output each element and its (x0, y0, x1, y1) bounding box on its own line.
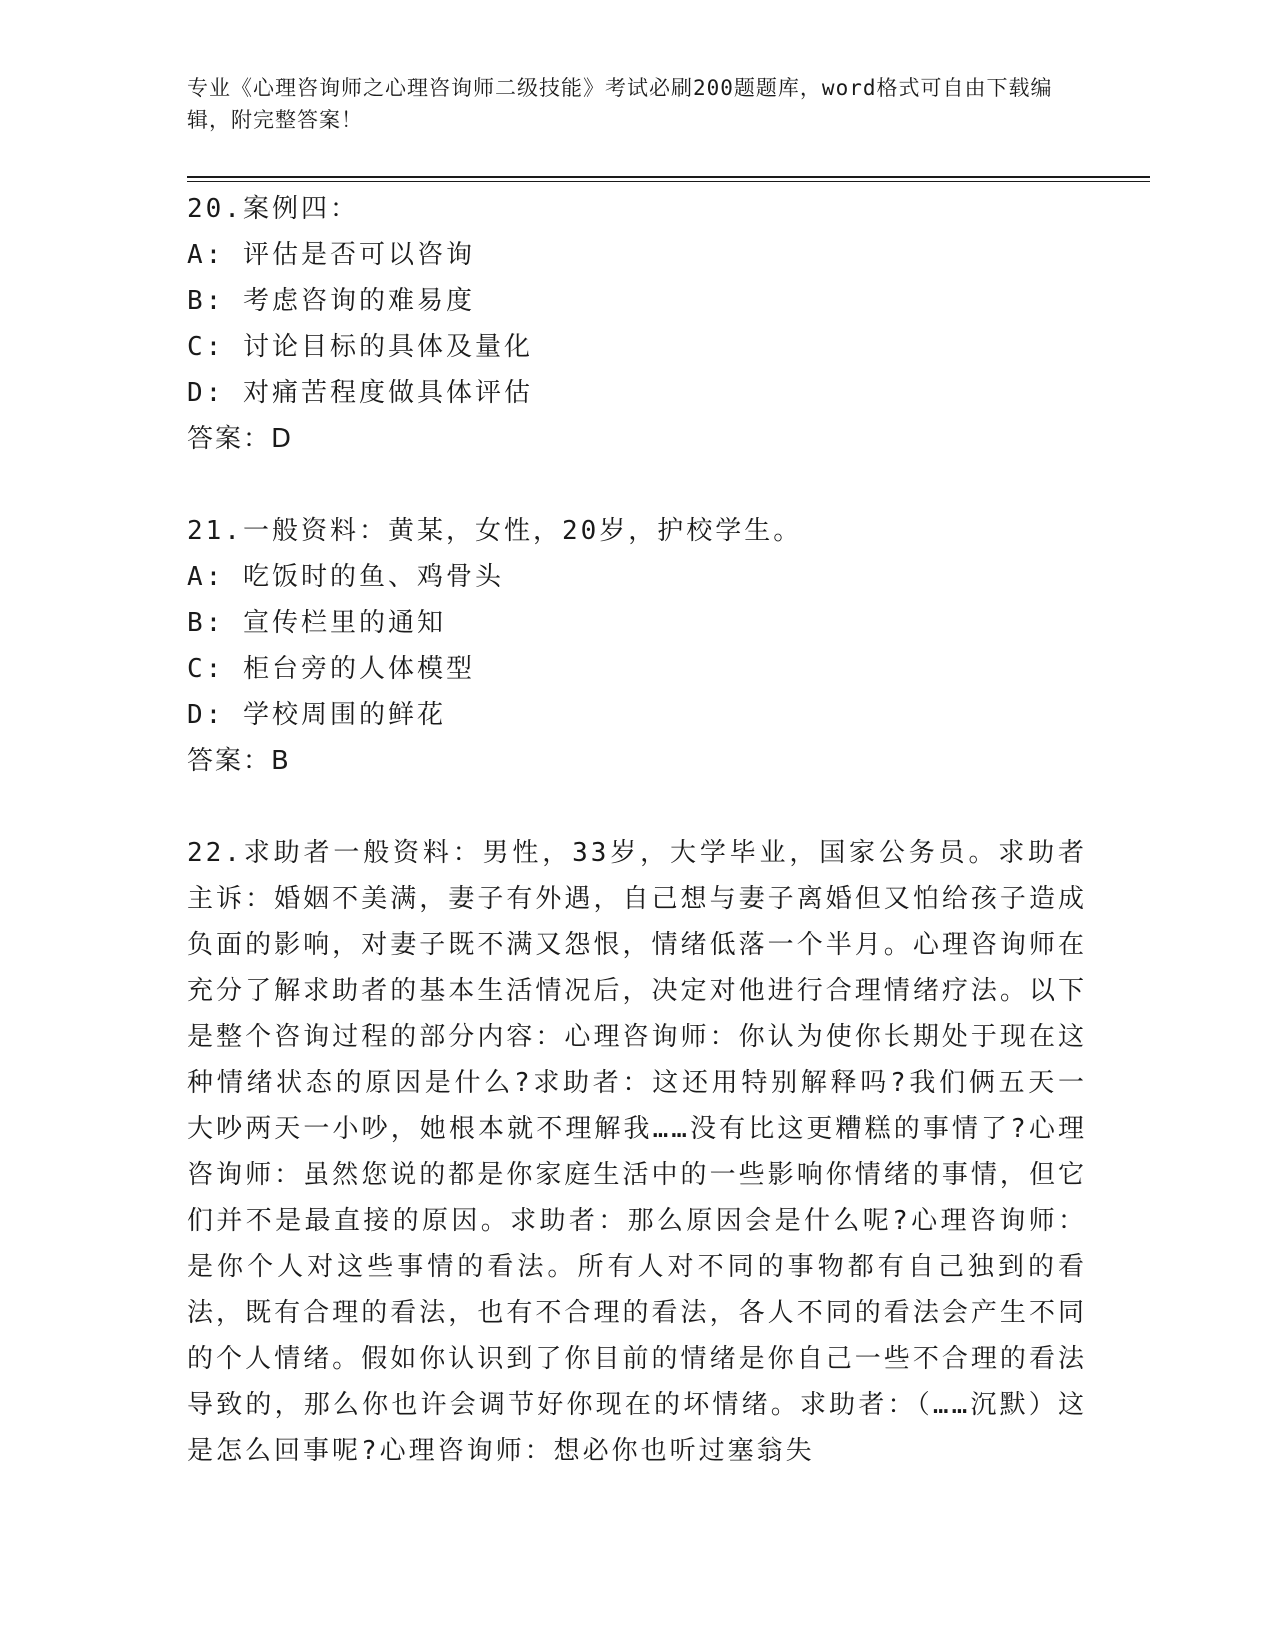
answer-line: 答案：D (187, 424, 294, 454)
header-divider-thin (187, 181, 1150, 182)
question-stem-paragraph: 22.求助者一般资料：男性，33岁，大学毕业，国家公务员。求助者主诉：婚姻不美满，妻子有外遇，自己想与妻子离婚但又怕给孩子造成负面的影响，对妻子既不满又怨恨，情绪低落一个半月。心理咨询师在充分了解求助者的基本生活情况后，决定对他进行合理情绪疗法。以下是整个咨询过程的部分内容：心理咨询师：你认为使你长期处于现在这种情绪状态的原因是什么?求助者：这还用特别解释吗?我们俩五天一大吵两天一小吵，她根本就不理解我……没有比这更糟糕的事情了?心理咨询师：虽然您说的都是你家庭生活中的一些影响你情绪的事情，但它们并不是最直接的原因。求助者：那么原因会是什么呢?心理咨询师：是你个人对这些事情的看法。所有人对不同的事物都有自己独到的看法，既有合理的看法，也有不合理的看法，各人不同的看法会产生不同的个人情绪。假如你认识到了你目前的情绪是你自己一些不合理的看法导致的，那么你也许会调节好你现在的坏情绪。求助者：（……沉默）这是怎么回事呢?心理咨询师：想必你也听过塞翁失 (187, 838, 1087, 1466)
document-header: 专业《心理咨询师之心理咨询师二级技能》考试必刷200题题库，word格式可自由下载编辑，附完整答案！ (187, 76, 1053, 132)
question-stem: 20.案例四： (187, 194, 359, 224)
spacer (187, 784, 1087, 830)
question-list (187, 186, 1087, 1474)
option-b: B: 宣传栏里的通知 (187, 608, 446, 638)
spacer (187, 462, 1087, 508)
option-b: B: 考虑咨询的难易度 (187, 286, 475, 316)
option-c: C: 讨论目标的具体及量化 (187, 332, 533, 362)
question-block (187, 186, 1087, 462)
option-a: A: 评估是否可以咨询 (187, 240, 475, 270)
option-d: D: 学校周围的鲜花 (187, 700, 446, 730)
question-stem: 21.一般资料：黄某，女性，20岁，护校学生。 (187, 516, 803, 546)
question-block (187, 830, 1087, 1474)
header-divider-thick (187, 176, 1150, 178)
option-a: A: 吃饭时的鱼、鸡骨头 (187, 562, 504, 592)
option-c: C: 柜台旁的人体模型 (187, 654, 475, 684)
question-block (187, 508, 1087, 784)
option-d: D: 对痛苦程度做具体评估 (187, 378, 533, 408)
answer-line: 答案：B (187, 746, 291, 776)
